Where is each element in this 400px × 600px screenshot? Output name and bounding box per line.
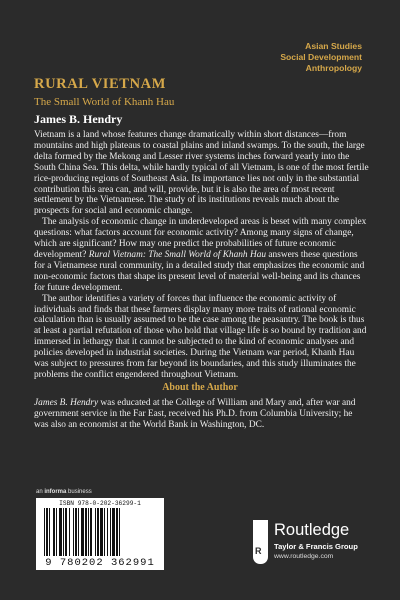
category-asian-studies: Asian Studies	[305, 41, 362, 51]
about-author-heading: About the Author	[162, 382, 238, 393]
subject-categories	[280, 41, 362, 74]
description-paragraph-2	[34, 217, 369, 293]
publisher-logo	[253, 520, 378, 570]
barcode-icon	[42, 508, 158, 556]
routledge-logo-letter: R	[255, 546, 262, 556]
book-subtitle: The Small World of Khanh Hau	[34, 96, 175, 108]
publisher-url: www.routledge.com	[274, 553, 334, 560]
informa-prefix: an	[36, 489, 45, 495]
isbn-label: ISBN 978-0-202-36299-1	[59, 500, 141, 507]
about-author-text	[34, 398, 369, 431]
informa-suffix: business	[66, 489, 92, 495]
description-questions: The analysis of economic change in underdeveloped areas is beset with many complex questions: what factors account for economic activity? Among many signs of change, which are significant? How may one predict the probabilities of future economic development?	[34, 217, 367, 260]
publisher-name: Routledge	[274, 521, 350, 539]
isbn-number: 9 780202 362991	[45, 557, 155, 569]
category-anthropology: Anthropology	[305, 63, 362, 73]
publisher-group: Taylor & Francis Group	[274, 542, 358, 551]
description-answers: answers these questions for a Vietnamese rural community, in a detailed study that emphasizes the economic and non-economic factors that shape its present level of material well-being and its chances for future development.	[34, 249, 365, 293]
description-paragraph-3: The author identifies a variety of forces that influence the economic activity of individuals and finds that these farmers display many more traits of rational economic calculation than is usually assumed to be the case among the peasantry. The book is thus at least a partial refutation of those who hold that village life is so bound by tradition and immersed in lethargy that it cannot be subjected to the kind of economic analyses and policies developed in industrial societies. During the Vietnam war period, Khanh Hau was subject to pressures from far beyond its boundaries, and this study illuminates the problems the conflict engendered throughout Vietnam.	[34, 293, 367, 380]
book-title: RURAL VIETNAM	[34, 76, 167, 92]
about-author-name: James B. Hendry	[34, 398, 99, 408]
description-paragraph-1: Vietnam is a land whose features change dramatically within short distances—from mountains and high plateaus to coastal plains and inland swamps. To the south, the large delta formed by the Mekong and Lesser river systems inches forward yearly into the South China Sea. This delta, while hardly typical of all Vietnam, is one of the most fertile rice-producing regions of Southeast Asia. Its importance lies not only in the substantial contribution this area can, and will, provide, but it is also the area of most recent settlement by the Vietnamese. The study of its institutions reveals much about the prospects for social and economic change.	[34, 130, 369, 217]
category-social-development: Social Development	[280, 52, 362, 62]
informa-brand: informa	[44, 489, 67, 495]
routledge-logo-icon	[253, 520, 268, 564]
book-author: James B. Hendry	[34, 112, 123, 126]
description-title-reference: Rural Vietnam: The Small World of Khanh Hau	[88, 249, 267, 260]
book-description	[34, 130, 369, 381]
about-author-bio: was educated at the College of William and Mary and, after war and government service in the Far East, received his Ph.D. from Columbia University; he was also an economist at the World Bank in Washington, DC.	[34, 398, 356, 430]
informa-business-tag	[36, 489, 92, 495]
isbn-barcode	[36, 498, 164, 570]
